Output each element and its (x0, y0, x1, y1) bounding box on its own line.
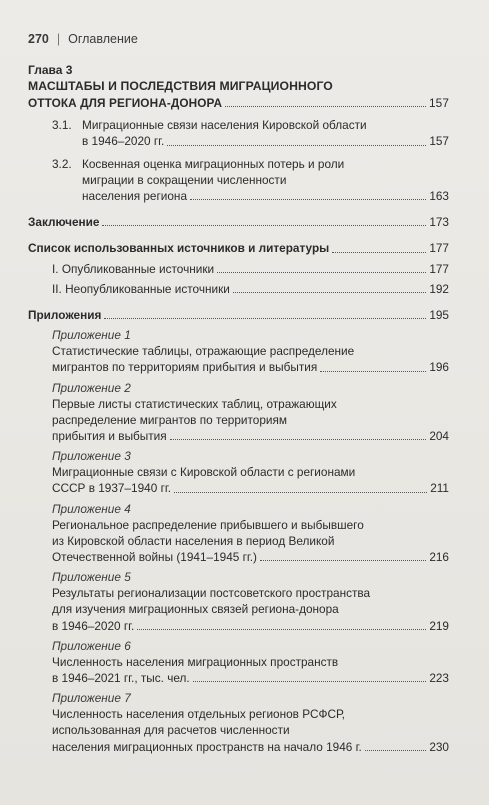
appendix-2[interactable] (28, 380, 449, 445)
section-number: 3.2. (52, 156, 72, 171)
toc-title: Список использованных источников и литературы (28, 241, 330, 256)
appendix-6[interactable] (28, 638, 449, 686)
appendix-text-line: Отечественной войны (1941–1945 гг.) (52, 550, 257, 565)
page-ref: 223 (429, 671, 449, 686)
running-header (28, 32, 449, 46)
appendix-label: Приложение 6 (52, 638, 131, 653)
section-text-line: миграции в сокращении численности (82, 172, 287, 187)
page-ref: 177 (429, 261, 449, 276)
appendix-5[interactable] (28, 569, 449, 634)
appendix-text-line: в 1946–2021 гг., тыс. чел. (52, 671, 190, 686)
appendix-text-line: СССР в 1937–1940 гг. (52, 481, 172, 496)
page-number: 270 (28, 32, 49, 46)
header-separator: | (56, 32, 61, 46)
appendix-text-line: распределение мигрантов по территориям (52, 412, 287, 427)
appendix-text-line: Первые листы статистических таблиц, отражающих (52, 396, 337, 411)
dot-leader (104, 318, 426, 319)
header-title: Оглавление (68, 32, 138, 46)
dot-leader (260, 560, 426, 561)
page-ref: 157 (429, 96, 449, 110)
appendix-label: Приложение 7 (52, 691, 131, 706)
section-text-line: населения региона (82, 189, 188, 204)
dot-leader (174, 492, 427, 493)
appendix-3[interactable] (28, 448, 449, 496)
section-text-line: в 1946–2020 гг. (82, 134, 165, 149)
appendix-text-line: Статистические таблицы, отражающие распределение (52, 344, 355, 359)
appendix-text-line: использованная для расчетов численности (52, 723, 290, 738)
dot-leader (225, 106, 426, 107)
chapter-label: Глава 3 (28, 63, 73, 77)
dot-leader (233, 292, 426, 293)
dot-leader (167, 145, 426, 146)
section-3-1[interactable] (28, 117, 449, 149)
appendix-text-line: Региональное распределение прибывшего и выбывшего (52, 517, 364, 532)
appendix-4[interactable] (28, 501, 449, 566)
chapter-title-line1: МАСШТАБЫ И ПОСЛЕДСТВИЯ МИГРАЦИОННОГО (28, 79, 333, 93)
page-ref: 196 (429, 360, 449, 375)
toc-appendices[interactable] (28, 307, 449, 323)
page-ref: 163 (429, 189, 449, 204)
appendix-label: Приложение 1 (52, 328, 131, 343)
page-ref: 195 (429, 308, 449, 323)
dot-leader (365, 750, 427, 751)
page-ref: 216 (429, 550, 449, 565)
dot-leader (102, 225, 426, 226)
appendix-text-line: прибытия и выбытия (52, 429, 167, 444)
appendix-text-line: для изучения миграционных связей региона-донора (52, 602, 339, 617)
page-ref: 177 (429, 241, 449, 256)
page-ref: 230 (429, 739, 449, 754)
toc-sources-unpublished[interactable] (28, 281, 449, 297)
toc-sources-published[interactable] (28, 261, 449, 277)
toc-conclusion[interactable] (28, 214, 449, 230)
appendix-text-line: мигрантов по территориям прибытия и выбытия (52, 360, 318, 375)
section-text-line: Косвенная оценка миграционных потерь и роли (82, 156, 345, 171)
appendix-text-line: Результаты регионализации постсоветского пространства (52, 586, 371, 601)
appendix-text-line: населения миграционных пространств на начало 1946 г. (52, 739, 362, 754)
page-ref: 211 (430, 481, 449, 496)
appendix-text-line: Численность населения миграционных пространств (52, 654, 339, 669)
appendix-1[interactable] (28, 327, 449, 375)
appendix-label: Приложение 2 (52, 380, 131, 395)
appendix-label: Приложение 4 (52, 501, 131, 516)
appendix-text-line: Численность населения отдельных регионов РСФСР, (52, 707, 345, 722)
dot-leader (193, 681, 427, 682)
page-ref: 192 (429, 281, 449, 296)
appendix-label: Приложение 5 (52, 570, 131, 585)
page-ref: 157 (429, 134, 449, 149)
page-ref: 219 (429, 618, 449, 633)
dot-leader (332, 252, 426, 253)
appendix-7[interactable] (28, 690, 449, 755)
chapter-title-line2: ОТТОКА ДЛЯ РЕГИОНА-ДОНОРА (28, 96, 223, 110)
chapter-3 (28, 62, 449, 204)
dot-leader (217, 272, 426, 273)
section-number: 3.1. (52, 118, 72, 133)
page-ref: 173 (429, 215, 449, 230)
dot-leader (190, 199, 426, 200)
toc-subtitle: II. Неопубликованные источники (52, 281, 230, 296)
toc-sources[interactable] (28, 240, 449, 256)
dot-leader (137, 629, 426, 630)
toc-title: Заключение (28, 215, 100, 230)
toc-subtitle: I. Опубликованные источники (52, 261, 215, 276)
chapter-title-entry[interactable] (28, 95, 449, 111)
section-text-line: Миграционные связи населения Кировской области (82, 118, 367, 133)
page-ref: 204 (429, 429, 449, 444)
toc-title: Приложения (28, 308, 102, 323)
appendix-text-line: в 1946–2020 гг. (52, 618, 135, 633)
section-3-2[interactable] (28, 156, 449, 205)
appendix-label: Приложение 3 (52, 449, 131, 464)
appendix-text-line: Миграционные связи с Кировской области с регионами (52, 465, 356, 480)
dot-leader (320, 371, 426, 372)
dot-leader (170, 439, 427, 440)
appendix-text-line: из Кировской области населения в период Великой (52, 533, 335, 548)
